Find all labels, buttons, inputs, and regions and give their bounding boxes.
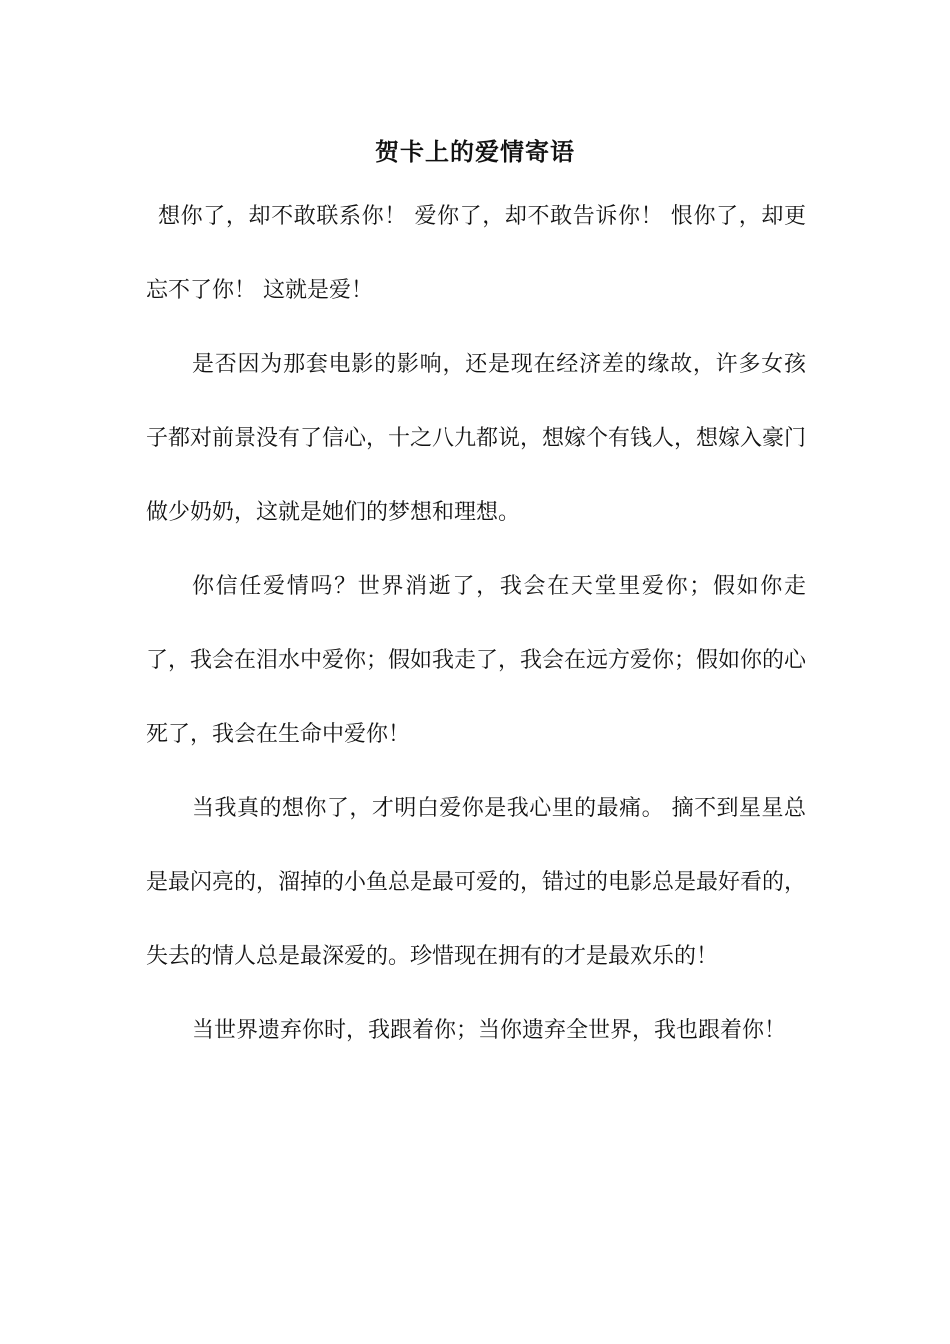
paragraph-5: 当世界遗弃你时，我跟着你；当你遗弃全世界，我也跟着你！: [192, 1018, 787, 1043]
paragraph-1: 想你了，却不敢联系你！ 爱你了，却不敢告诉你！ 恨你了，却更忘不了你！ 这就是爱！: [146, 204, 806, 303]
paragraph-2: 是否因为那套电影的影响，还是现在经济差的缘故，许多女孩子都对前景没有了信心，十之八九都说，想嫁个有钱人，想嫁入豪门做少奶奶，这就是她们的梦想和理想。: [146, 352, 807, 525]
paragraph-3: 你信任爱情吗？世界消逝了，我会在天堂里爱你；假如你走了，我会在泪水中爱你；假如我走了，我会在远方爱你；假如你的心死了，我会在生命中爱你！: [146, 574, 807, 747]
document-body: [146, 180, 806, 1068]
document-title: 贺卡上的爱情寄语: [375, 137, 575, 166]
paragraph-4: 当我真的想你了，才明白爱你是我心里的最痛。 摘不到星星总是最闪亮的，溜掉的小鱼总是最可爱的，错过的电影总是最好看的，失去的情人总是最深爱的。珍惜现在拥有的才是最欢乐的！: [146, 796, 807, 969]
